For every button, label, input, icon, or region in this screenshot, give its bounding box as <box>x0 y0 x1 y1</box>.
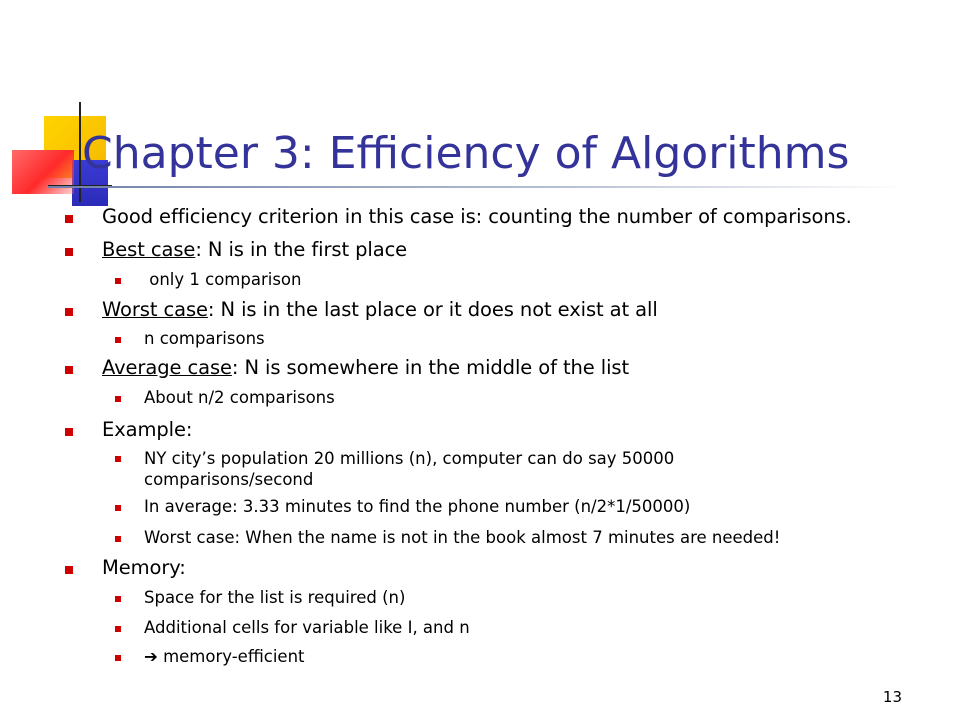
title-underline-rule <box>48 186 908 188</box>
bullet-marker <box>65 215 73 223</box>
bullet-text: Example: <box>102 418 193 441</box>
best-case-label: Best case <box>102 238 196 261</box>
bullet-text: memory-efficient <box>157 647 305 666</box>
bullet-marker <box>65 248 73 256</box>
bullet-text: Good efficiency criterion in this case is: counting the number of comparisons. <box>102 205 852 228</box>
bullet-worst-case <box>102 298 658 321</box>
bullet-text: Worst case: When the name is not in the book almost 7 minutes are needed! <box>144 528 781 547</box>
average-case-label: Average case <box>102 356 232 379</box>
bullet-marker <box>65 566 73 574</box>
bullet-marker <box>65 428 73 436</box>
bullet-text: Additional cells for variable like I, and n <box>144 618 470 637</box>
average-case-text: : N is somewhere in the middle of the list <box>231 356 629 379</box>
sub-bullet-memory-efficient <box>144 647 305 666</box>
bullet-text: only 1 comparison <box>144 270 302 289</box>
bullet-marker <box>115 396 121 402</box>
sub-bullet-best-case <box>144 270 301 289</box>
bullet-text: About n/2 comparisons <box>144 388 335 407</box>
best-case-text: : N is in the first place <box>195 238 408 261</box>
bullet-text: Space for the list is required (n) <box>144 588 406 607</box>
sub-bullet-average-time <box>144 497 690 516</box>
bullet-marker <box>115 337 121 343</box>
sub-bullet-additional-cells <box>144 618 470 637</box>
bullet-text-line-1: NY city’s population 20 millions (n), computer can do say 50000 <box>144 449 675 468</box>
sub-bullet-ny-population <box>144 448 674 490</box>
bullet-best-case <box>102 238 407 261</box>
bullet-text-line-2: comparisons/second <box>144 470 314 489</box>
bullet-text: n comparisons <box>144 329 265 348</box>
bullet-marker <box>115 278 121 284</box>
bullet-marker <box>115 505 121 511</box>
bullet-marker <box>115 655 121 661</box>
bullet-text: Memory: <box>102 556 186 579</box>
worst-case-text: : N is in the last place or it does not exist at all <box>207 298 658 321</box>
sub-bullet-worst-case <box>144 329 265 348</box>
sub-bullet-worst-time <box>144 528 780 547</box>
bullet-efficiency-criterion <box>102 205 852 228</box>
slide-title: Chapter 3: Efficiency of Algorithms <box>82 128 850 179</box>
bullet-marker <box>115 626 121 632</box>
bullet-example <box>102 418 192 441</box>
bullet-average-case <box>102 356 629 379</box>
bullet-marker <box>65 366 73 374</box>
bullet-marker <box>115 456 121 462</box>
worst-case-label: Worst case <box>102 298 208 321</box>
sub-bullet-space <box>144 588 405 607</box>
bullet-marker <box>115 596 121 602</box>
bullet-memory <box>102 556 186 579</box>
bullet-marker <box>115 536 121 542</box>
page-number: 13 <box>882 688 902 706</box>
sub-bullet-average-case <box>144 388 335 407</box>
bullet-text: In average: 3.33 minutes to find the phone number (n/2*1/50000) <box>144 497 691 516</box>
arrow-icon: ➔ <box>144 647 158 666</box>
bullet-marker <box>65 308 73 316</box>
